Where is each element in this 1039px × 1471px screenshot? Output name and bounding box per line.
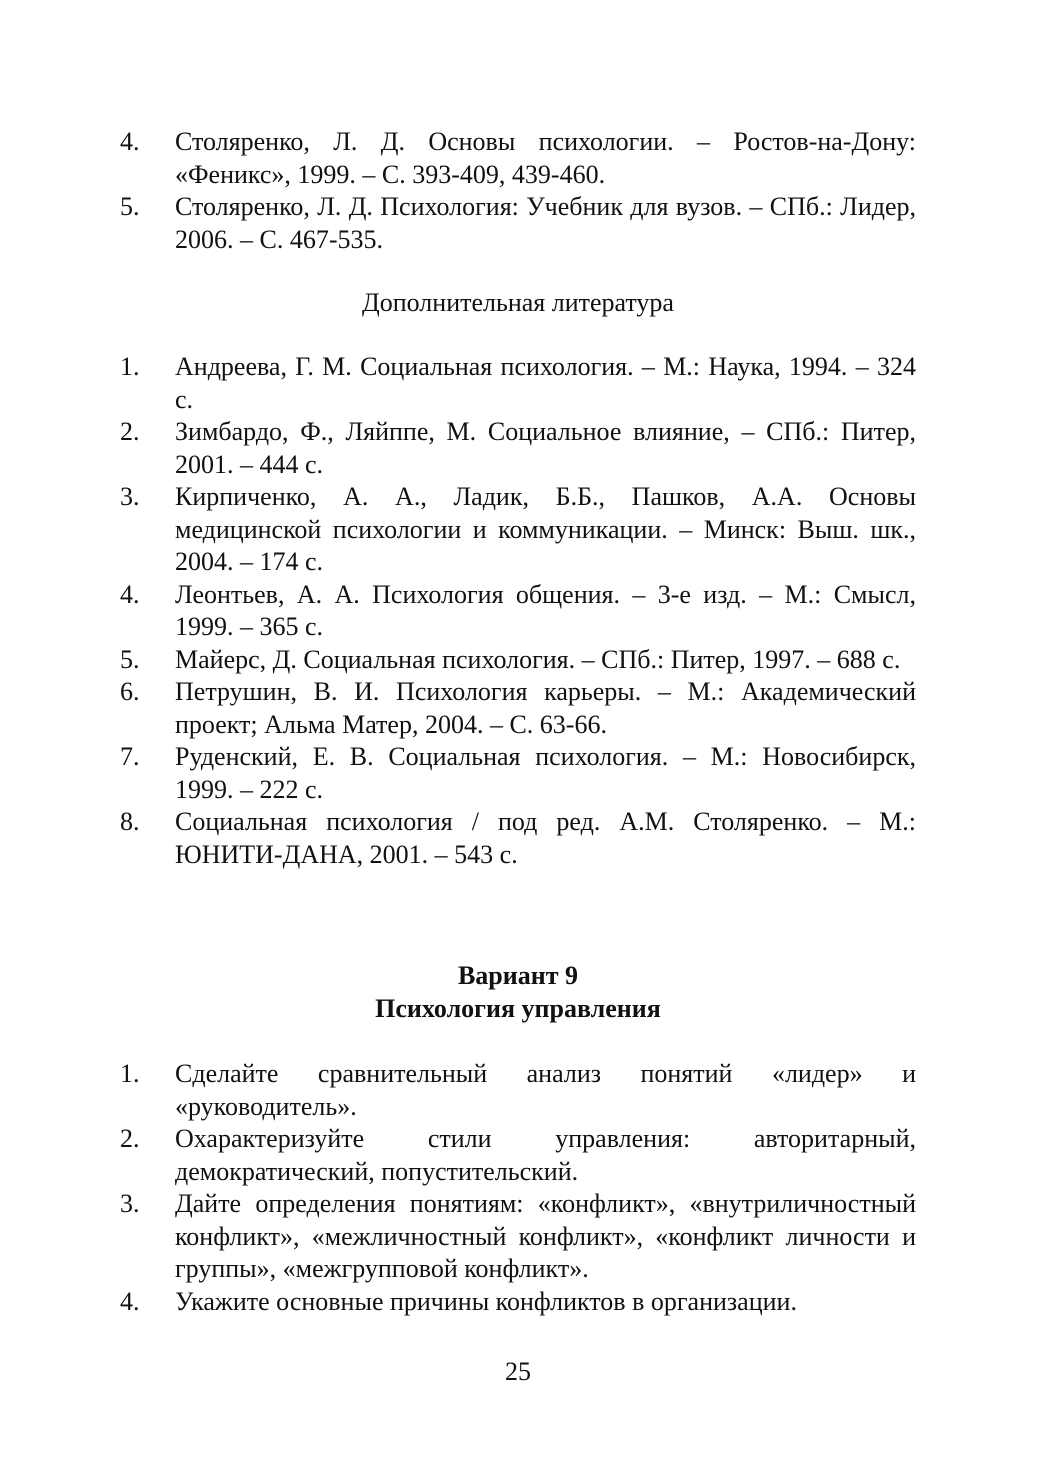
item-text: Андреева, Г. М. Социальная психология. – М.: Наука, 1994. – 324 с. bbox=[175, 352, 916, 414]
item-text: Столяренко, Л. Д. Психология: Учебник для вузов. – СПб.: Лидер, 2006. – С. 467-535. bbox=[175, 192, 916, 254]
item-number: 6. bbox=[120, 677, 140, 706]
item-text: Зимбардо, Ф., Ляйппе, М. Социальное влияние, – СПб.: Питер, 2001. – 444 с. bbox=[175, 417, 916, 479]
item-text: Руденский, Е. В. Социальная психология. – М.: Новосибирск, 1999. – 222 с. bbox=[175, 742, 916, 804]
list-item bbox=[120, 579, 916, 644]
item-number: 5. bbox=[120, 644, 140, 674]
item-number: 4. bbox=[120, 579, 140, 609]
item-text: Столяренко, Л. Д. Основы психологии. – Ростов-на-Дону: «Феникс», 1999. – С. 393-409, 439-460. bbox=[175, 127, 916, 189]
item-text: Дайте определения понятиям: «конфликт», «внутриличностный конфликт», «межличностный конфликт», «конфликт личности и группы», «межгрупповой конфликт». bbox=[175, 1189, 916, 1283]
main-literature-list bbox=[120, 126, 916, 256]
item-number: 1. bbox=[120, 1059, 140, 1088]
item-number: 3. bbox=[120, 1189, 140, 1218]
item-number: 8. bbox=[120, 807, 140, 836]
list-item bbox=[120, 1286, 916, 1319]
item-number: 3. bbox=[120, 482, 140, 511]
list-item bbox=[120, 741, 916, 806]
list-item bbox=[120, 1058, 916, 1123]
list-item bbox=[120, 191, 916, 256]
list-item bbox=[120, 481, 916, 579]
item-text: Сделайте сравнительный анализ понятий «лидер» и «руководитель». bbox=[175, 1059, 916, 1121]
item-text: Петрушин, В. И. Психология карьеры. – М.: Академический проект; Альма Матер, 2004. – С. 63-66. bbox=[175, 677, 916, 739]
item-text: Социальная психология / под ред. А.М. Столяренко. – М.: ЮНИТИ-ДАНА, 2001. – 543 с. bbox=[175, 807, 916, 869]
list-item bbox=[120, 644, 916, 677]
item-number: 1. bbox=[120, 352, 140, 381]
item-text: Укажите основные причины конфликтов в организации. bbox=[175, 1286, 797, 1316]
list-item bbox=[120, 416, 916, 481]
item-number: 4. bbox=[120, 1286, 140, 1316]
list-item bbox=[120, 676, 916, 741]
item-text: Майерс, Д. Социальная психология. – СПб.: Питер, 1997. – 688 с. bbox=[175, 644, 901, 674]
item-text: Охарактеризуйте стили управления: авторитарный, демократический, попустительский. bbox=[175, 1124, 916, 1186]
list-item bbox=[120, 126, 916, 191]
list-item bbox=[120, 351, 916, 416]
item-number: 7. bbox=[120, 742, 140, 771]
list-item bbox=[120, 1123, 916, 1188]
list-item bbox=[120, 806, 916, 871]
variant-heading: Вариант 9 bbox=[457, 961, 579, 990]
list-item bbox=[120, 1188, 916, 1286]
page-number: 25 bbox=[505, 1357, 531, 1386]
item-text: Кирпиченко, А. А., Ладик, Б.Б., Пашков, А.А. Основы медицинской психологии и коммуникации. – Минск: Выш. шк., 2004. – 174 с. bbox=[175, 482, 916, 576]
topic-heading: Психология управления bbox=[375, 994, 661, 1023]
additional-literature-list bbox=[120, 351, 916, 871]
item-number: 2. bbox=[120, 417, 140, 446]
item-number: 2. bbox=[120, 1124, 140, 1153]
item-number: 5. bbox=[120, 192, 140, 221]
item-number: 4. bbox=[120, 127, 140, 156]
item-text: Леонтьев, А. А. Психология общения. – 3-е изд. – М.: Смысл, 1999. – 365 с. bbox=[175, 579, 916, 641]
tasks-list bbox=[120, 1058, 916, 1318]
additional-literature-heading: Дополнительная литература bbox=[362, 288, 674, 317]
